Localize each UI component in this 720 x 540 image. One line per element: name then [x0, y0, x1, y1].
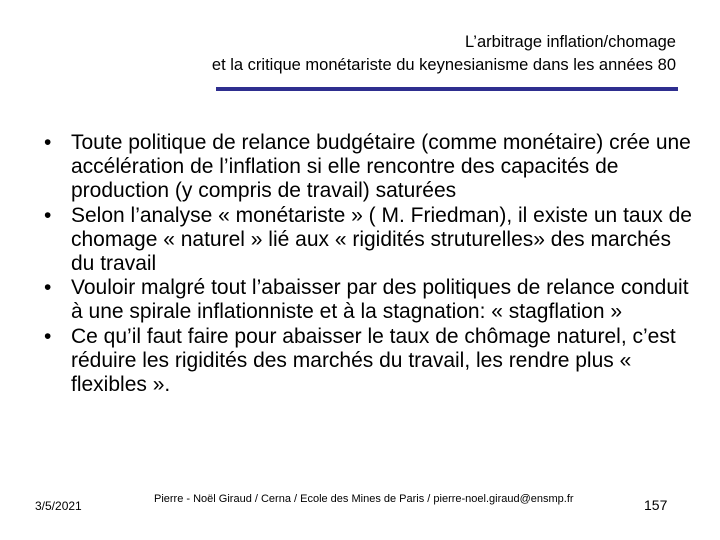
bullet-text-1: Toute politique de relance budgétaire (comme monétaire) crée une accélération de l’inflation si elle rencontre des capacités de production (y compris de travail) saturées — [71, 131, 691, 203]
bullet-item-4 — [44, 325, 694, 398]
bullet-item-2 — [44, 204, 694, 277]
bullet-item-3 — [44, 276, 694, 324]
page-number: 157 — [644, 497, 668, 513]
bullet-text-4: Ce qu’il faut faire pour abaisser le taux de chômage naturel, c’est réduire les rigidités des marchés du travail, les rendre plus « flexibles ». — [71, 324, 676, 397]
bullet-dot-icon: • — [44, 203, 52, 227]
slide-title-line-2: et la critique monétariste du keynesianisme dans les années 80 — [211, 56, 676, 74]
bullet-dot-icon: • — [44, 324, 52, 348]
footer-credit: Pierre - Noël Giraud / Cerna / Ecole des Mines de Paris / pierre-noel.giraud@ensmp.fr — [154, 493, 574, 505]
bullet-dot-icon: • — [44, 131, 52, 154]
bullet-text-3: Vouloir malgré tout l’abaisser par des politiques de relance conduit à une spirale inflationniste et à la stagnation: « stagflation » — [71, 276, 689, 324]
slide-title — [212, 31, 676, 77]
bullet-item-1 — [44, 131, 694, 204]
title-underline-rule — [216, 87, 678, 91]
bullet-dot-icon: • — [44, 276, 52, 300]
bullet-text-2: Selon l’analyse « monétariste » ( M. Friedman), il existe un taux de chomage « naturel » lié aux « rigidités struturelles» des marchés du travail — [71, 203, 692, 276]
bullet-list — [44, 131, 694, 397]
slide-title-line-1: L’arbitrage inflation/chomage — [465, 33, 676, 51]
footer-date: 3/5/2021 — [35, 499, 82, 513]
